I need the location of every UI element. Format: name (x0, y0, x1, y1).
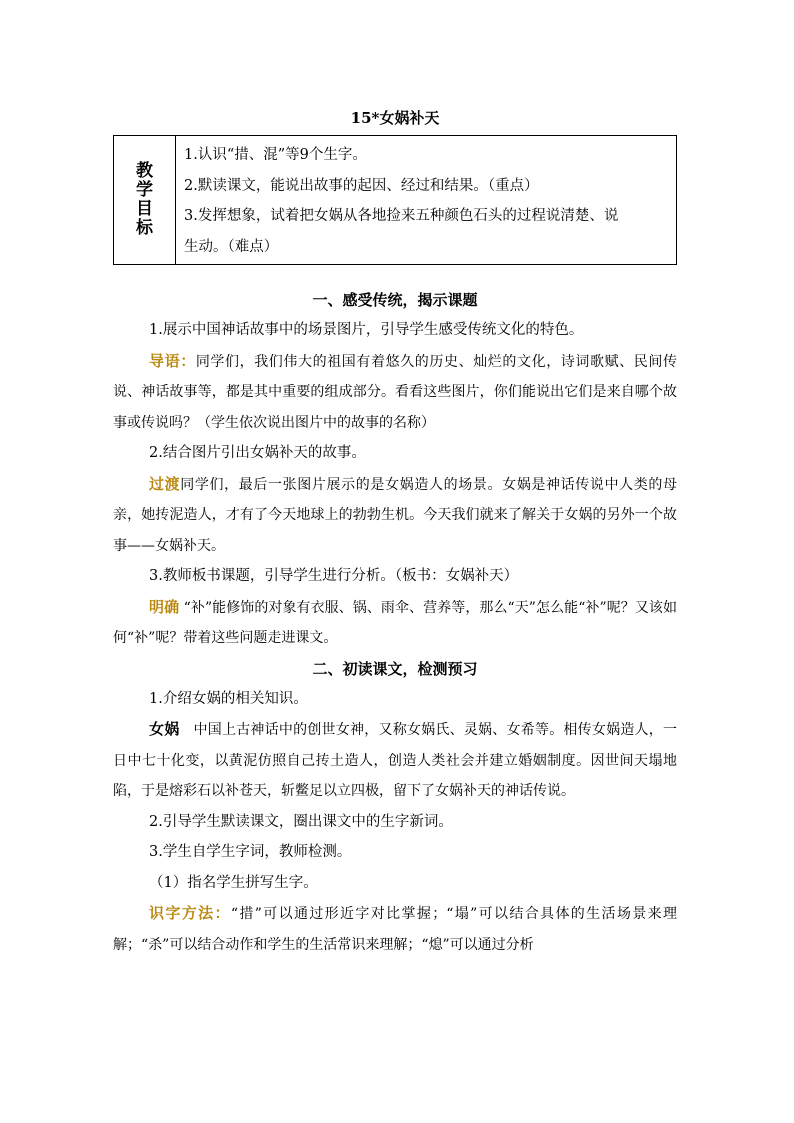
clarify-paragraph (113, 592, 677, 654)
section-2-heading: 二、初读课文，检测预习 (312, 659, 478, 678)
page-title: 15*女娲补天 (350, 109, 440, 127)
section-2-sub-1: （1）指名学生拼写生字。 (149, 874, 318, 891)
method-paragraph (113, 898, 677, 960)
nuwa-paragraph (113, 714, 677, 807)
section-2 (113, 654, 677, 961)
section-1-heading: 一、感受传统，揭示课题 (312, 291, 478, 309)
transition-lead: 过渡 (149, 474, 181, 493)
goal-item: 生动。（难点） (184, 238, 279, 255)
goal-item: 2.默读课文，能说出故事的起因、经过和结果。（重点） (184, 177, 539, 194)
section-2-step-2: 2.引导学生默读课文，圈出课文中的生字新词。 (149, 813, 453, 830)
section-1-step-2: 2.结合图片引出女娲补天的故事。 (149, 445, 366, 461)
method-lead: 识字方法： (149, 904, 231, 922)
goals-list (176, 136, 677, 265)
section-1-step-3: 3.教师板书课题，引导学生进行分析。（板书：女娲补天） (149, 568, 519, 584)
clarify-text: “补”能修饰的对象有衣服、锅、雨伞、营养等，那么“天”怎么能“补”呢？又该如何“补”呢？带着这些问题走进课文。 (113, 599, 677, 646)
transition-text: 同学们，最后一张图片展示的是女娲造人的场景。女娲是神话传说中人类的母亲，她抟泥造人，才有了今天地球上的勃勃生机。今天我们就来了解关于女娲的另外一个故事——女娲补天。 (113, 476, 677, 554)
document-page (113, 100, 677, 960)
section-2-step-3: 3.学生自学生字词，教师检测。 (149, 844, 352, 860)
goal-item: 1.认识“措、混”等9个生字。 (184, 147, 367, 163)
method-text: “措”可以通过形近字对比掌握；“塌”可以结合具体的生活场景来理解；“杀”可以结合动作和学生的生活常识来理解；“熄”可以通过分析 (113, 906, 677, 953)
section-1-step-1: 1.展示中国神话故事中的场景图片，引导学生感受传统文化的特色。 (149, 322, 584, 338)
nuwa-lead: 女娲 (149, 720, 180, 738)
clarify-lead: 明确 (149, 597, 180, 616)
goal-item: 3.发挥想象，试着把女娲从各地捡来五种颜色石头的过程说清楚、说 (184, 208, 619, 224)
goals-label: 教学目标 (136, 161, 153, 238)
nuwa-text: 中国上古神话中的创世女神，又称女娲氏、灵娲、女希等。相传女娲造人，一日中七十化变，以黄泥仿照自己抟土造人，创造人类社会并建立婚姻制度。因世间天塌地陷，于是熔彩石以补苍天，斩鳖足以立四极，留下了女娲补天的神话传说。 (113, 722, 678, 799)
teaching-goals-table (113, 135, 677, 265)
goals-label-cell (114, 136, 176, 265)
transition-paragraph (113, 469, 677, 562)
intro-text: 同学们，我们伟大的祖国有着悠久的历史、灿烂的文化，诗词歌赋、民间传说、神话故事等，都是其中重要的组成部分。看看这些图片，你们能说出它们是来自哪个故事或传说吗？（学生依次说出图片中的故事的名称） (113, 353, 677, 431)
intro-paragraph (113, 346, 677, 439)
section-2-step-1: 1.介绍女娲的相关知识。 (149, 690, 308, 707)
intro-lead: 导语： (149, 351, 196, 370)
section-1 (113, 285, 677, 654)
